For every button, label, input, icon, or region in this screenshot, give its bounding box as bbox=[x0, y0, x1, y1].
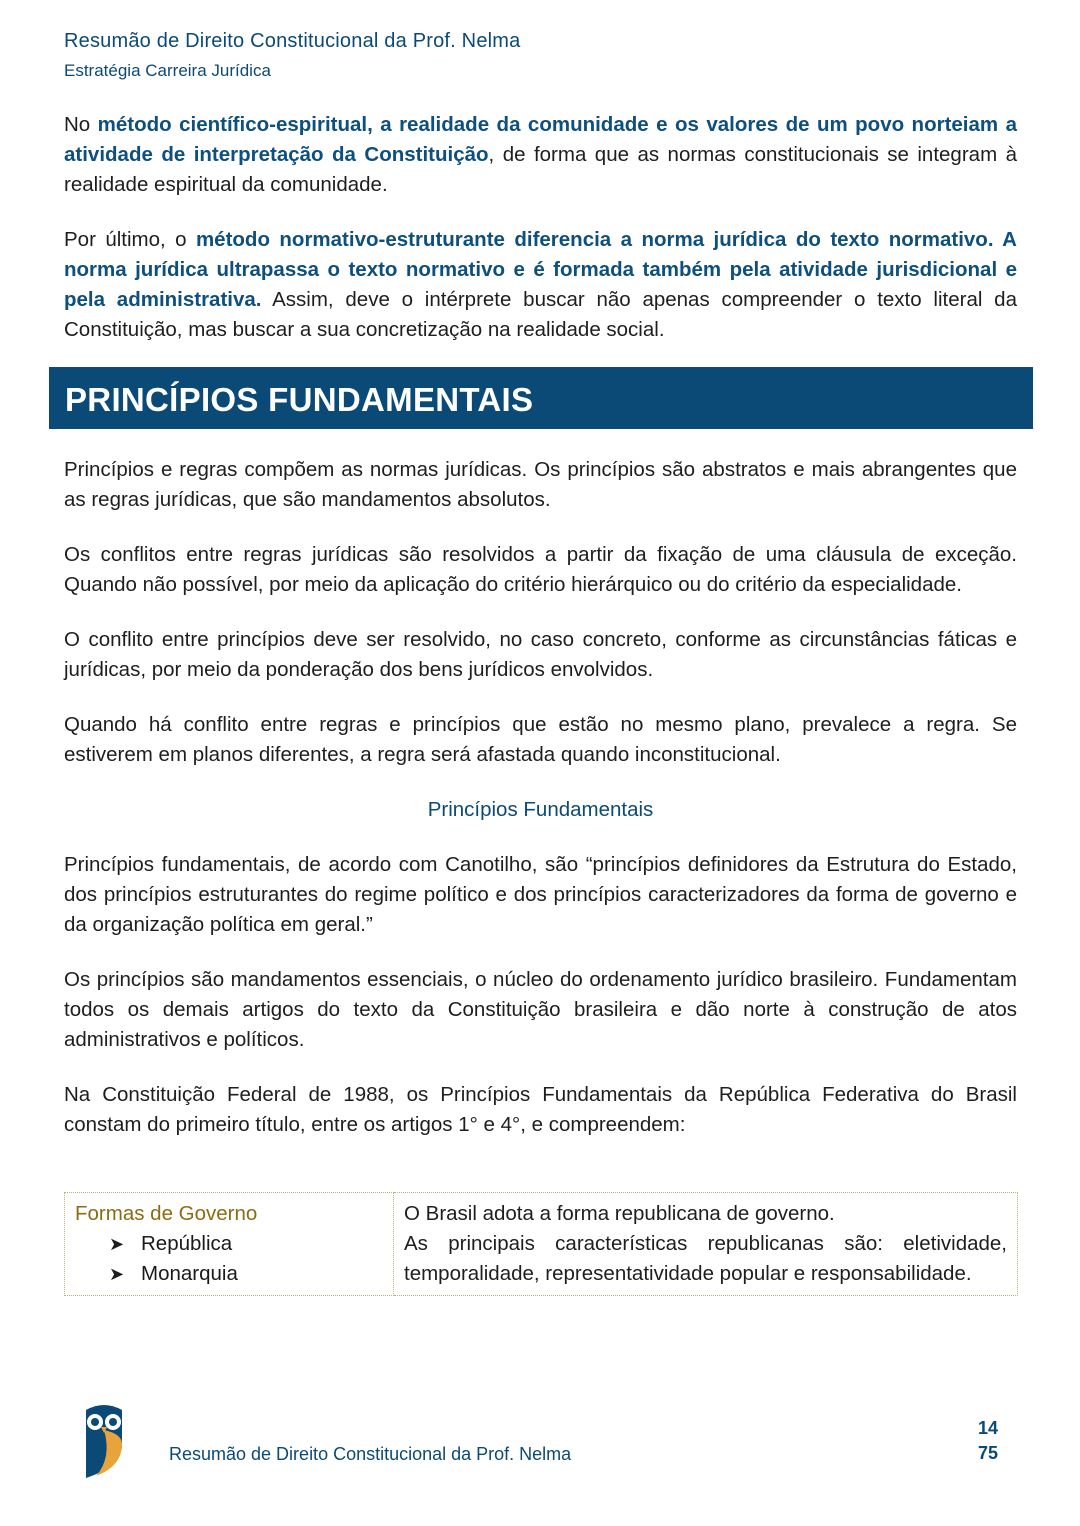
intro-paragraph-2 bbox=[64, 225, 1017, 345]
header-subtitle: Estratégia Carreira Jurídica bbox=[64, 61, 271, 80]
text: , de forma que as normas constitucionais se integram à realidade espiritual da comunidade. bbox=[64, 143, 1017, 196]
body-paragraph: Os princípios são mandamentos essenciais, o núcleo do ordenamento jurídico brasileiro. Fundamentam todos os demais artigos do texto da Constituição brasileira e dão norte à construção de atos administrativos e políticos. bbox=[64, 968, 1017, 1051]
list-item-label: Monarquia bbox=[141, 1262, 238, 1285]
body-paragraph: Princípios e regras compõem as normas jurídicas. Os princípios são abstratos e mais abrangentes que as regras jurídicas, que são mandamentos absolutos. bbox=[64, 458, 1017, 511]
forms-of-government-table bbox=[64, 1192, 1018, 1296]
body-paragraph: Na Constituição Federal de 1988, os Princípios Fundamentais da República Federativa do Brasil constam do primeiro título, entre os artigos 1° e 4°, e compreendem: bbox=[64, 1083, 1017, 1136]
body-paragraph: Quando há conflito entre regras e princípios que estão no mesmo plano, prevalece a regra. Se estiverem em planos diferentes, a regra será afastada quando inconstitucional. bbox=[64, 713, 1017, 766]
table-cell-left bbox=[65, 1193, 394, 1296]
body-paragraph: Os conflitos entre regras jurídicas são resolvidos a partir da fixação de uma cláusula de exceção. Quando não possível, por meio da aplicação do critério hierárquico ou do critério da especialidade. bbox=[64, 543, 1017, 596]
text: No bbox=[64, 113, 98, 136]
intro-section bbox=[64, 110, 1017, 370]
highlight-text: método normativo-estruturante diferencia a norma jurídica do texto normativo. A norma jurídica ultrapassa o texto normativo e é formada também pela atividade jurisdicional e pela administrativa. bbox=[64, 228, 1017, 311]
table-cell-right bbox=[394, 1193, 1018, 1296]
intro-paragraph-1 bbox=[64, 110, 1017, 200]
body-paragraph: Princípios fundamentais, de acordo com Canotilho, são “princípios definidores da Estrutura do Estado, dos princípios estruturantes do regime político e dos princípios caracterizadores da forma de governo e da organização política em geral.” bbox=[64, 853, 1017, 936]
owl-logo-icon bbox=[82, 1400, 126, 1478]
section-banner bbox=[49, 367, 1033, 429]
page-header bbox=[64, 30, 520, 81]
footer-title: Resumão de Direito Constitucional da Prof. Nelma bbox=[169, 1444, 572, 1464]
table-text: O Brasil adota a forma republicana de governo. bbox=[404, 1202, 835, 1225]
list-item-label: República bbox=[141, 1232, 233, 1255]
body-paragraph: O conflito entre princípios deve ser resolvido, no caso concreto, conforme as circunstâncias fáticas e jurídicas, por meio da ponderação dos bens jurídicos envolvidos. bbox=[64, 628, 1017, 681]
list-item bbox=[75, 1259, 383, 1289]
text: Por último, o bbox=[64, 228, 196, 251]
principles-section bbox=[64, 455, 1017, 1165]
subheading: Princípios Fundamentais bbox=[427, 798, 654, 821]
arrow-bullet-icon: ➤ bbox=[109, 1234, 125, 1254]
total-pages: 75 bbox=[977, 1443, 999, 1463]
highlight-text: método científico-espiritual, a realidade da comunidade e os valores de um povo norteiam a atividade de interpretação da Constituição bbox=[64, 113, 1017, 166]
text: Assim, deve o intérprete buscar não apenas compreender o texto literal da Constituição, mas buscar a sua concretização na realidade social. bbox=[64, 288, 1017, 341]
list-item bbox=[75, 1229, 383, 1259]
header-title: Resumão de Direito Constitucional da Prof. Nelma bbox=[64, 30, 521, 52]
current-page: 14 bbox=[977, 1418, 999, 1438]
arrow-bullet-icon: ➤ bbox=[109, 1264, 125, 1284]
table-row bbox=[65, 1193, 1018, 1296]
page-number bbox=[968, 1416, 1008, 1466]
table-text: As principais características republicanas são: eletividade, temporalidade, representatividade popular e responsabilidade. bbox=[404, 1232, 1007, 1285]
section-title: PRINCÍPIOS FUNDAMENTAIS bbox=[65, 381, 534, 418]
table-heading: Formas de Governo bbox=[75, 1202, 258, 1225]
